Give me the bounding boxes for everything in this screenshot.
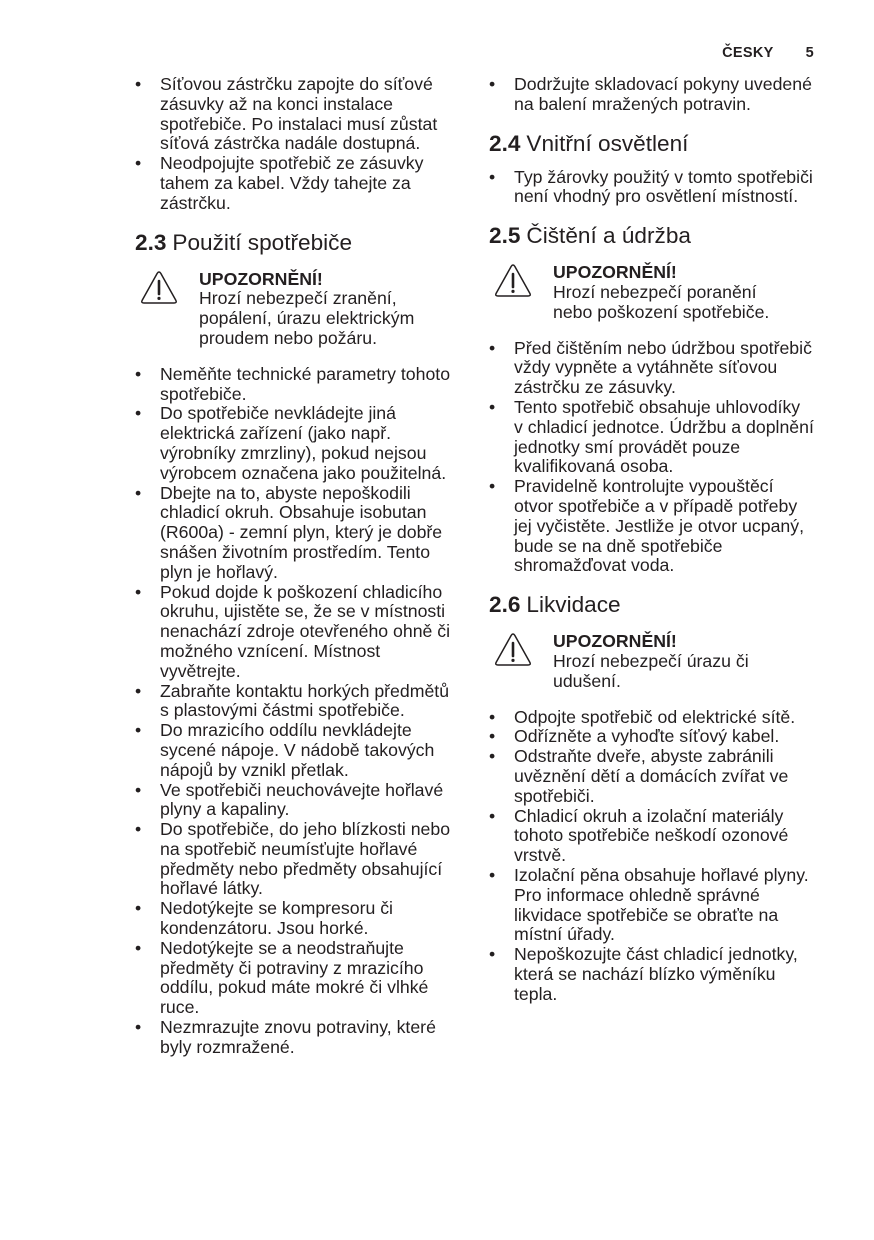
text-line: Neměňte technické parametry tohoto	[160, 363, 451, 384]
text-line: tepla.	[514, 983, 558, 1004]
text-line: vrstvě.	[514, 845, 567, 866]
bullet-list	[488, 75, 833, 115]
text-line: hořlavé látky.	[160, 878, 263, 899]
text-line: nebo poškození spotřebiče.	[553, 301, 770, 322]
bullet-list	[134, 75, 464, 214]
text-line: vždy vypněte a vytáhněte síťovou	[514, 357, 778, 378]
bullet-marker: •	[135, 779, 142, 800]
bullet-marker: •	[489, 944, 496, 965]
text-line: nápojů by vznikl přetlak.	[160, 759, 349, 780]
text-line: spotřebiče. Po instalaci musí zůstat	[160, 113, 438, 134]
warning-triangle-graphic	[494, 632, 532, 667]
section-title: Čištění a údržba	[526, 223, 691, 249]
text-line: Chladicí okruh a izolační materiály	[514, 805, 784, 826]
warning-triangle-graphic	[140, 270, 178, 305]
bullet-item	[488, 398, 833, 477]
bullet-item	[134, 1018, 464, 1058]
warning-label: UPOZORNĚNÍ!	[553, 631, 677, 652]
text-line: Odpojte spotřebič od elektrické sítě.	[514, 706, 796, 727]
bullet-list	[134, 365, 464, 1058]
text-line: plyny a kapaliny.	[160, 799, 290, 820]
section-number: 2.6	[489, 592, 521, 618]
text-line: Nezmrazujte znovu potraviny, které	[160, 1017, 436, 1038]
text-line: kondenzátoru. Jsou horké.	[160, 918, 369, 939]
bullet-list	[488, 168, 833, 208]
text-line: zásuvky až na konci instalace	[160, 93, 394, 114]
text-line: Ve spotřebiči neuchovávejte hořlavé	[160, 779, 444, 800]
text-line: popálení, úrazu elektrickým	[199, 308, 415, 329]
text-line: vyvětrejte.	[160, 660, 241, 681]
text-line: spotřebiči.	[514, 785, 595, 806]
text-line: Do spotřebiče, do jeho blízkosti nebo	[160, 819, 451, 840]
bullet-marker: •	[489, 74, 496, 94]
text-line: Odřízněte a vyhoďte síťový kabel.	[514, 726, 780, 747]
text-line: není vhodný pro osvětlení místností.	[514, 186, 799, 207]
text-line: výrobníky zmrzliny), pokud nejsou	[160, 442, 427, 463]
section-number: 2.4	[489, 130, 521, 156]
bullet-item	[134, 484, 464, 583]
text-line: Typ žárovky použitý v tomto spotřebiči	[514, 166, 813, 187]
bullet-item	[134, 583, 464, 682]
bullet-item	[134, 721, 464, 780]
section-number: 2.3	[135, 229, 167, 255]
bullet-item	[488, 708, 833, 728]
text-line: bude se na dně spotřebiče	[514, 535, 723, 556]
text-line: Nepoškozujte část chladicí jednotky,	[514, 944, 798, 965]
text-line: chladicí okruh. Obsahuje isobutan	[160, 502, 427, 523]
text-line: tahem za kabel. Vždy tahejte za	[160, 172, 411, 193]
text-line: Síťovou zástrčku zapojte do síťové	[160, 74, 433, 94]
bullet-marker: •	[135, 898, 142, 919]
section-title: Likvidace	[526, 592, 621, 618]
bullet-marker: •	[135, 937, 142, 958]
warning-label: UPOZORNĚNÍ!	[199, 268, 323, 289]
bullet-marker: •	[489, 706, 496, 727]
text-line: ruce.	[160, 997, 200, 1018]
bullet-item	[134, 939, 464, 1018]
warning-box	[488, 263, 833, 322]
bullet-marker: •	[489, 476, 496, 497]
section-title: Vnitřní osvětlení	[526, 130, 689, 156]
text-line: shromažďovat voda.	[514, 555, 675, 576]
text-line: síťová zástrčka nadále dostupná.	[160, 133, 421, 154]
text-line: Do spotřebiče nevkládejte jiná	[160, 403, 396, 424]
text-line: sycené nápoje. V nádobě takových	[160, 739, 435, 760]
text-line: Hrozí nebezpečí úrazu či	[553, 650, 749, 671]
bullet-item	[134, 682, 464, 722]
text-line: Odstraňte dveře, abyste zabránili	[514, 746, 774, 767]
bullet-item	[488, 477, 833, 576]
bullet-item	[488, 807, 833, 866]
warning-triangle-icon	[494, 263, 532, 298]
bullet-marker: •	[489, 166, 496, 187]
text-line: nenachází zdroje otevřeného ohně či	[160, 621, 451, 642]
warning-triangle-icon	[494, 632, 532, 667]
text-line: tohoto spotřebiče neškodí ozonové	[514, 825, 789, 846]
bullet-item	[488, 866, 833, 945]
bullet-item	[134, 404, 464, 483]
text-line: Hrozí nebezpečí zranění,	[199, 288, 397, 309]
bullet-marker: •	[135, 74, 142, 94]
section-title: Použití spotřebiče	[172, 229, 353, 255]
text-line: jednotky smí provádět pouze	[514, 436, 741, 457]
text-line: jej vyčistěte. Jestliže je otvor ucpaný,	[514, 515, 805, 536]
bullet-marker: •	[135, 153, 142, 174]
text-line: Tento spotřebič obsahuje uhlovodíky	[514, 396, 801, 417]
bullet-marker: •	[135, 581, 142, 602]
text-line: uvěznění dětí a domácích zvířat ve	[514, 765, 789, 786]
text-line: předměty nebo předměty obsahující	[160, 858, 443, 879]
bullet-marker: •	[489, 746, 496, 767]
bullet-item	[488, 339, 833, 398]
text-line: plyn je hořlavý.	[160, 561, 278, 582]
warning-text	[553, 632, 833, 691]
text-line: Nedotýkejte se kompresoru či	[160, 898, 393, 919]
text-line: Pokud dojde k poškození chladicího	[160, 581, 443, 602]
text-line: Pravidelně kontrolujte vypouštěcí	[514, 476, 774, 497]
bullet-item	[134, 154, 464, 213]
text-line: s plastovými částmi spotřebiče.	[160, 700, 405, 721]
bullet-marker: •	[489, 726, 496, 747]
warning-label: UPOZORNĚNÍ!	[553, 262, 677, 283]
warning-box	[134, 270, 464, 349]
text-line: udušení.	[553, 670, 621, 691]
warning-triangle-graphic	[494, 263, 532, 298]
text-line: Hrozí nebezpečí poranění	[553, 281, 757, 302]
page-number: 5	[805, 45, 814, 61]
text-line: Před čištěním nebo údržbou spotřebič	[514, 337, 812, 358]
text-line: snášen životním prostředím. Tento	[160, 541, 431, 562]
text-line: (R600a) - zemní plyn, který je dobře	[160, 522, 443, 543]
text-line: Zabraňte kontaktu horkých předmětů	[160, 680, 450, 701]
bullet-item	[488, 747, 833, 806]
warning-triangle-icon	[140, 270, 178, 305]
section-heading	[488, 592, 833, 618]
bullet-marker: •	[135, 482, 142, 503]
right-column	[488, 75, 833, 1004]
bullet-marker: •	[489, 337, 496, 358]
text-line: která se nachází blízko výměníku	[514, 963, 776, 984]
bullet-marker: •	[489, 805, 496, 826]
bullet-marker: •	[489, 864, 496, 885]
bullet-item	[488, 168, 833, 208]
section-heading	[488, 223, 833, 249]
bullet-item	[134, 820, 464, 899]
bullet-item	[488, 945, 833, 1004]
warning-text	[199, 270, 464, 349]
text-line: na balení mražených potravin.	[514, 93, 751, 114]
language-label: ČESKY	[722, 45, 774, 61]
bullet-list	[488, 339, 833, 577]
text-line: Neodpojujte spotřebič ze zásuvky	[160, 153, 424, 174]
bullet-marker: •	[135, 403, 142, 424]
section-heading	[134, 230, 464, 256]
bullet-marker: •	[135, 680, 142, 701]
text-line: Pro informace ohledně správné	[514, 884, 760, 905]
text-line: Izolační pěna obsahuje hořlavé plyny.	[514, 864, 809, 885]
text-line: v chladicí jednotce. Údržbu a doplnění	[514, 416, 814, 437]
bullet-item	[134, 899, 464, 939]
text-line: kvalifikovaná osoba.	[514, 456, 674, 477]
bullet-item	[488, 727, 833, 747]
text-line: elektrická zařízení (jako např.	[160, 423, 392, 444]
bullet-marker: •	[489, 396, 496, 417]
text-line: likvidace spotřebiče se obraťte na	[514, 904, 779, 925]
text-line: otvor spotřebiče a v případě potřeby	[514, 495, 798, 516]
warning-text	[553, 263, 833, 322]
page-header	[722, 44, 814, 62]
bullet-marker: •	[135, 720, 142, 741]
text-line: oddílu, pokud máte mokré či vlhké	[160, 977, 429, 998]
text-line: na spotřebič neumísťujte hořlavé	[160, 838, 418, 859]
warning-box	[488, 632, 833, 691]
text-line: místní úřady.	[514, 924, 615, 945]
text-line: zástrčku.	[160, 192, 231, 213]
text-line: výrobcem označena jako použitelná.	[160, 462, 447, 483]
text-line: Do mrazicího oddílu nevkládejte	[160, 720, 412, 741]
text-line: zástrčku ze zásuvky.	[514, 377, 676, 398]
text-line: proudem nebo požáru.	[199, 327, 377, 348]
text-line: byly rozmražené.	[160, 1036, 295, 1057]
text-line: Dodržujte skladovací pokyny uvedené	[514, 74, 812, 94]
bullet-marker: •	[135, 363, 142, 384]
bullet-list	[488, 708, 833, 1005]
bullet-item	[134, 75, 464, 154]
text-line: předměty či potraviny z mrazicího	[160, 957, 424, 978]
text-line: spotřebiče.	[160, 383, 247, 404]
text-line: okruhu, ujistěte se, že se v místnosti	[160, 601, 446, 622]
text-line: Nedotýkejte se a neodstraňujte	[160, 937, 404, 958]
section-number: 2.5	[489, 223, 521, 249]
bullet-item	[488, 75, 833, 115]
bullet-item	[134, 781, 464, 821]
text-line: možného vznícení. Místnost	[160, 640, 381, 661]
section-heading	[488, 131, 833, 157]
left-column	[134, 75, 464, 1058]
bullet-item	[134, 365, 464, 405]
bullet-marker: •	[135, 819, 142, 840]
bullet-marker: •	[135, 1017, 142, 1038]
text-line: Dbejte na to, abyste nepoškodili	[160, 482, 411, 503]
